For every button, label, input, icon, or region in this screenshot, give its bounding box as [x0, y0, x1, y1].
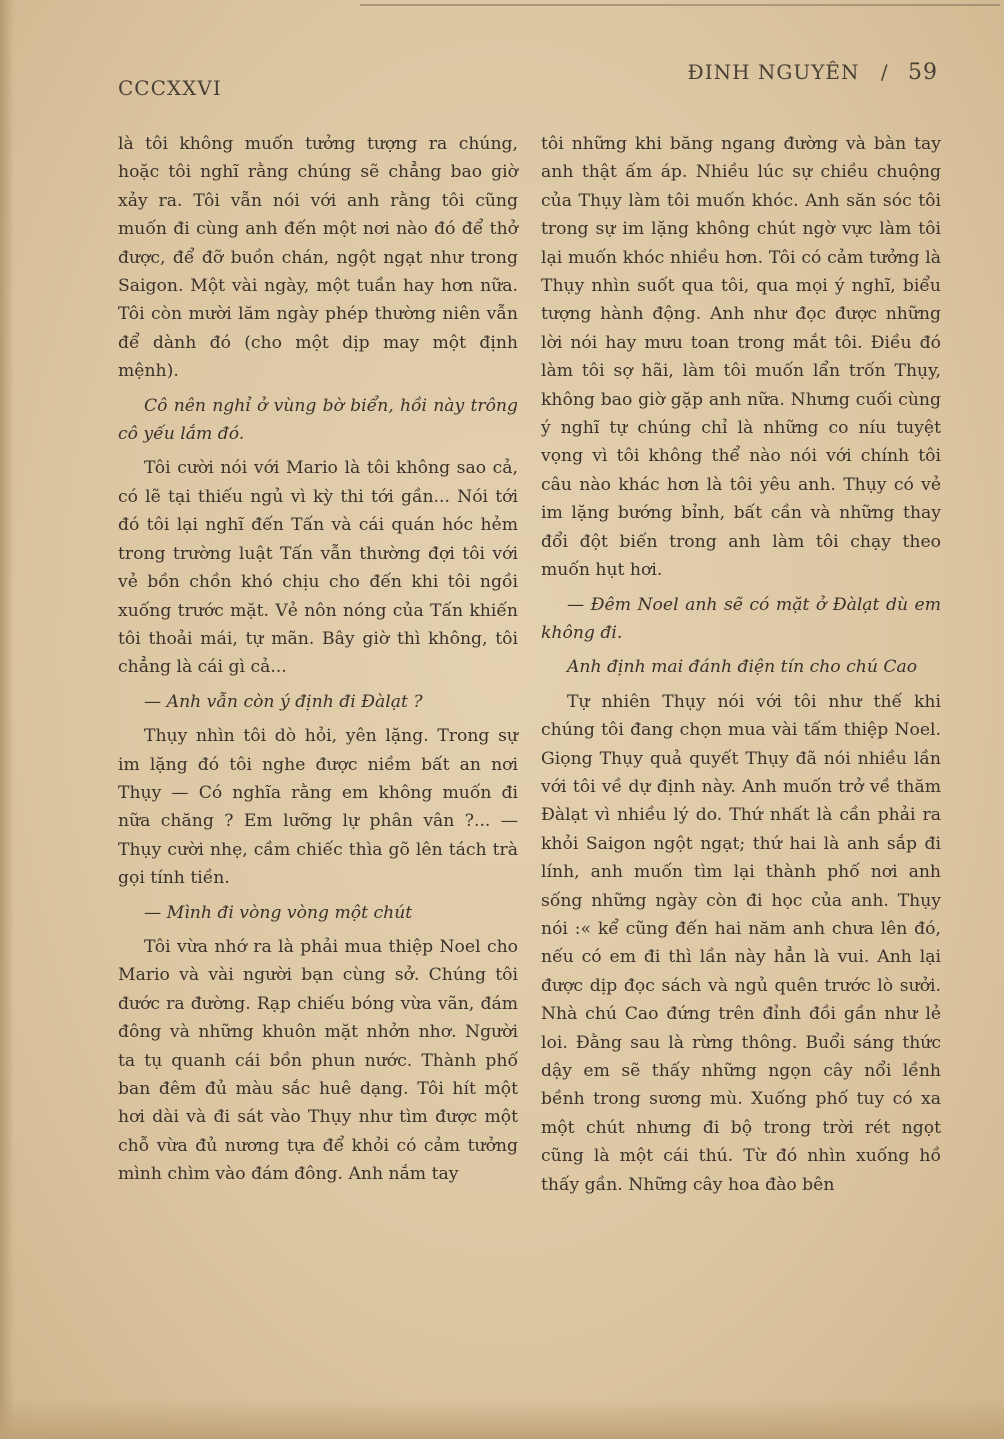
dialogue-line: — Anh vẫn còn ý định đi Đàlạt ? [144, 691, 423, 712]
paragraph: Tôi vừa nhớ ra là phải mua thiệp Noel cho Mario và vài người bạn cùng sở. Chúng tôi đước ra đường. Rạp chiếu bóng vừa vãn, đám đông và những khuôn mặt nhởn nhơ. Người ta tụ quanh cái bồn phun nước. Thành phố ban đêm đủ màu sắc huê dạng. Tôi hít một hơi dài và đi sát vào Thụy như tìm được một chỗ vừa đủ nương tựa để khỏi có cảm tưởng mình chìm vào đám đông. Anh nắm tay [118, 936, 518, 1185]
left-column [118, 130, 518, 1189]
author-name: ĐINH NGUYÊN [687, 60, 860, 84]
paragraph: Thụy nhìn tôi dò hỏi, yên lặng. Trong sự im lặng đó tôi nghe được niềm bất an nơi Thụy — Có nghĩa rằng em không muốn đi nữa chăng ? Em lưỡng lự phân vân ?... — Thụy cười nhẹ, cầm chiếc thìa gõ lên tách trà gọi tính tiền. [118, 726, 518, 889]
paragraph: Tôi cười nói với Mario là tôi không sao cả, có lẽ tại thiếu ngủ vì kỳ thi tới gần... Nói tới đó tôi lại nghĩ đến Tấn và cái quán hóc hẻm trong trường luật Tấn vẫn thường đợi tôi với vẻ bồn chồn khó chịu cho đến khi tôi ngồi xuống trước mặt. Vẻ nôn nóng của Tấn khiến tôi thoải mái, tự mãn. Bây giờ thì không, tôi chẳng là cái gì cả... [118, 458, 518, 678]
paragraph: tôi những khi băng ngang đường và bàn tay anh thật ấm áp. Nhiều lúc sự chiều chuộng của Thụy làm tôi muốn khóc. Anh săn sóc tôi trong sự im lặng không chút ngờ vực làm tôi lại muốn khóc nhiều hơn. Tôi có cảm tưởng là Thụy nhìn suốt qua tôi, qua mọi ý nghĩ, biểu tượng hành động. Anh như đọc được những lời nói hay mưu toan trong mắt tôi. Điều đó làm tôi sợ hãi, làm tôi muốn lẩn trốn Thụy, không bao giờ gặp anh nữa. Nhưng cuối cùng ý nghĩ tự chúng chỉ là những co níu tuyệt vọng vì tôi không thể nào nói với chính tôi câu nào khác hơn là tôi yêu anh. Thụy có vẻ im lặng bướng bỉnh, bất cần và những thay đổi đột biến trong anh làm tôi chạy theo muốn hụt hơi. [541, 134, 941, 581]
paragraph: Tự nhiên Thụy nói với tôi như thế khi chúng tôi đang chọn mua vài tấm thiệp Noel. Giọng Thụy quả quyết Thụy đã nói nhiều lần với tôi về dự định này. Anh muốn trở về thăm Đàlạt vì nhiều lý do. Thứ nhất là cần phải ra khỏi Saigon ngột ngạt; thứ hai là anh sắp đi lính, anh muốn tìm lại thành phố nơi anh sống những ngày còn đi học của anh. Thụy nói :« kể cũng đến hai năm anh chưa lên đó, nếu có em đi thì lần này hẳn là vui. Anh lại được dịp đọc sách và ngủ quên trước lò sưởi. Nhà chú Cao đứng trên đỉnh đồi gần như lẻ loi. Đằng sau là rừng thông. Buổi sáng thức dậy em sẽ thấy những ngọn cây nổi lềnh bềnh trong sương mù. Xuống phố tuy có xa một chút nhưng đi bộ trong trời rét ngọt cũng là một cái thú. Từ đó nhìn xuống hồ thấy gần. Những cây hoa đào bên [541, 691, 941, 1195]
header-separator: / [880, 60, 889, 84]
dialogue-line: — Mình đi vòng vòng một chút [144, 902, 413, 923]
dialogue-line: Anh định mai đánh điện tín cho chú Cao [567, 657, 918, 678]
page-number: 59 [908, 60, 938, 85]
dialogue-line: Cô nên nghỉ ở vùng bờ biển, hồi này trông cô yếu lắm đó. [118, 395, 518, 445]
right-column [541, 130, 941, 1199]
top-rule [360, 4, 1000, 6]
page-bottom-shadow [0, 1399, 1004, 1439]
running-header-right [688, 60, 938, 85]
dialogue-line: — Đêm Noel anh sẽ có mặt ở Đàlạt dù em không đi. [541, 594, 941, 643]
running-header-left: CCCXXVI [118, 76, 222, 100]
page-edge-shadow [0, 0, 14, 1439]
paragraph: là tôi không muốn tưởng tượng ra chúng, hoặc tôi nghĩ rằng chúng sẽ chẳng bao giờ xảy ra. Tôi vẫn nói với anh rằng tôi cũng muốn đi cùng anh đến một nơi nào đó để thở được, để đỡ buồn chán, ngột ngạt như trong Saigon. Một vài ngày, một tuần hay hơn nữa. Tôi còn mười lăm ngày phép thường niên vẫn để dành đó (cho một dịp may một định mệnh). [118, 134, 518, 382]
